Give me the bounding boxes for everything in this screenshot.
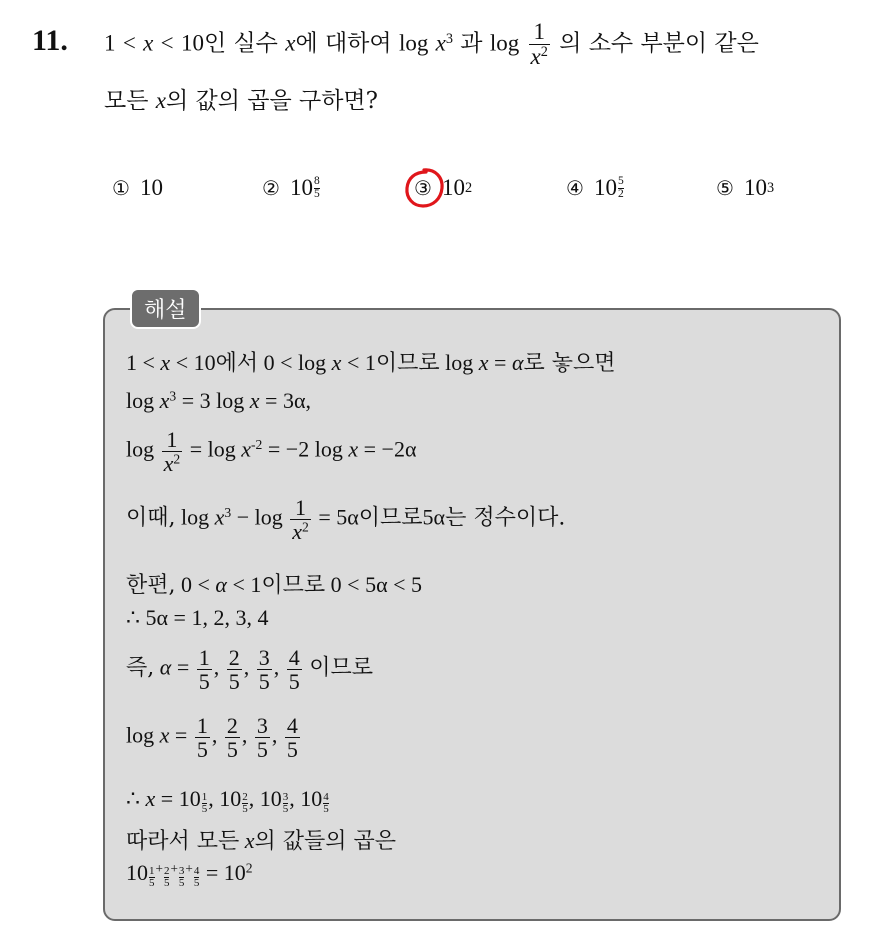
text: 인 실수 <box>203 30 278 57</box>
choice-2[interactable] <box>262 168 321 208</box>
choice-exponent: 5 2 <box>617 175 624 200</box>
lt-sign: < <box>122 30 136 56</box>
choice-5[interactable]: ⑤ 10 3 <box>716 175 775 200</box>
choice-exponent: 8 5 <box>313 175 320 200</box>
choice-value: 10 <box>593 175 617 200</box>
var-x: x <box>285 30 296 56</box>
choice-value: 10 <box>441 175 465 200</box>
choice-mark: ③ <box>414 176 432 200</box>
var-x: x <box>435 30 446 56</box>
solution-line-5: 한편, 0 < α < 1이므로 0 < 5α < 5 <box>126 572 423 598</box>
solution-line-8: log x = $\frac{1}{5}$ , $\frac{2}{5}$ , $\frac{3}{5}$ , $\frac{4}{5}$ <box>126 713 298 763</box>
choice-3[interactable]: ③ 10 2 <box>414 175 473 200</box>
text: 의 값의 곱을 구하면? <box>165 88 378 114</box>
text: 모든 <box>104 88 149 114</box>
choice-value: 10 <box>743 175 767 200</box>
choice-mark: ④ <box>566 176 584 200</box>
denominator: $x^2$ <box>530 44 548 70</box>
choice-mark: ⑤ <box>716 176 734 200</box>
log-word: log <box>398 30 429 56</box>
choice-value: 10 <box>289 175 313 200</box>
fraction <box>529 20 550 69</box>
solution-line-6: ∴ 5α = 1, 2, 3, 4 <box>126 605 269 630</box>
log-word: log <box>489 30 520 56</box>
solution-line-3: log $\frac{1}{x^2}$ = $\log x^{-2} = -2$ log x = −2α <box>126 427 417 477</box>
solution-line-1: 1 < x < 10에서 0 < log x < 1이므로 log x = α로 놓으면 <box>126 350 616 376</box>
range-rhs: 10 <box>180 30 204 56</box>
text: 에 대하여 <box>295 30 392 57</box>
range-lhs: 1 <box>104 30 116 56</box>
text: 의 소수 부분이 같은 <box>559 30 759 57</box>
answer-circle-mark <box>402 166 446 210</box>
question-number: 11. <box>32 24 68 57</box>
exponent: 3 <box>445 30 453 47</box>
fraction: $\frac{1}{x^2}$ <box>163 427 181 477</box>
choice-4[interactable] <box>566 168 625 208</box>
question-line-1 <box>104 20 759 69</box>
solution-line-7: 즉, α = $\frac{1}{5}$ , $\frac{2}{5}$ , $\frac{3}{5}$ , $\frac{4}{5}$ 이므로 <box>126 645 373 695</box>
var-x: x <box>143 30 154 56</box>
solution-line-11: 10 $\frac{1}{5}$ + $\frac{2}{5}$ + $\frac{3}{5}$ + $\frac{4}{5}$ = $10^2$ <box>126 860 253 889</box>
solution-line-2: $\log x^3 = 3$ log x = 3α, <box>126 388 311 413</box>
lt-sign: < <box>160 30 174 56</box>
solution-line-9: ∴ x = 10 $\frac{1}{5}$ , 10 $\frac{2}{5}$ , 10 $\frac{3}{5}$ , 10 $\frac{4}{5}$ <box>126 786 329 815</box>
choice-mark: ① <box>112 176 130 200</box>
choice-1[interactable] <box>112 168 163 208</box>
choice-mark: ② <box>262 176 280 200</box>
question-line-2 <box>104 82 378 115</box>
solution-line-10: 따라서 모든 x의 값들의 곱은 <box>126 828 397 854</box>
choice-value: 10 <box>139 175 163 200</box>
solution-line-4: 이때, $\log x^3 - \log$ $\frac{1}{x^2}$ = 5α이므로5α는 정수이다. <box>126 495 566 545</box>
numerator: 1 <box>533 19 545 44</box>
fraction: $\frac{1}{x^2}$ <box>292 495 309 545</box>
text: 과 <box>460 30 483 57</box>
solution-label: 해설 <box>130 288 201 329</box>
var-x: x <box>155 88 166 113</box>
